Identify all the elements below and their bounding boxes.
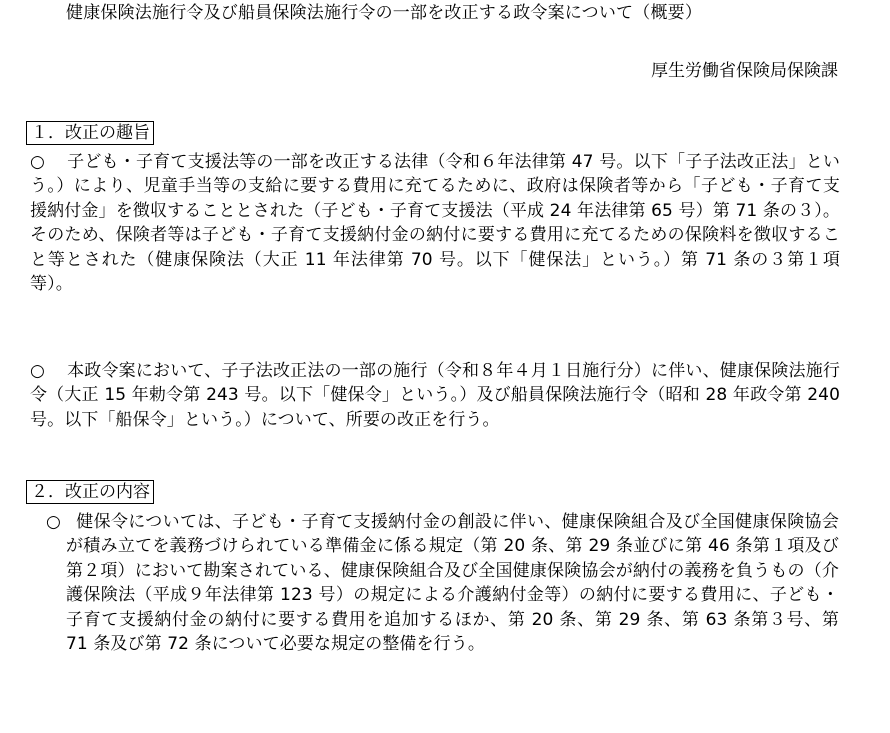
document-title: 健康保険法施行令及び船員保険法施行令の一部を改正する政令案について（概要） xyxy=(66,3,703,23)
section-heading-purpose: １．改正の趣旨 xyxy=(26,121,154,145)
section-heading-content: ２．改正の内容 xyxy=(26,480,154,504)
paragraph-text: 子ども・子育て支援法等の一部を改正する法律（令和６年法律第 47 号。以下「子子法改正法」という。）により、児童手当等の支給に要する費用に充てるために、政府は保険者等から「子ども・子育て支援納付金」を徴収することとされた（子ども・子育て支援法（平成 24 年法律第 65 号）第 71 条の３）。そのため、保険者等は子ども・子育て支援納付金の納付に要する費用に充てるための保険料を徴収すること等とされた（健康保険法（大正 11 年法律第 70 号。以下「健保法」という。）第 71 条の３第１項等）。 xyxy=(30,152,840,295)
content-paragraph-1 xyxy=(46,510,839,656)
purpose-paragraph-2 xyxy=(30,359,840,432)
bullet-circle-icon: ○ xyxy=(30,361,45,381)
department-name: 厚生労働省保険局保険課 xyxy=(651,61,838,81)
paragraph-text: 健保令については、子ども・子育て支援納付金の創設に伴い、健康保険組合及び全国健康保険協会が積み立てを義務づけられている準備金に係る規定（第 20 条、第 29 条並びに第 46 条第１項及び第２項）において勘案されている、健康保険組合及び全国健康保険協会が納付の義務を負うもの（介護保険法（平成９年法律第 123 号）の規定による介護納付金等）の納付に要する費用に、子ども・子育て支援納付金の納付に要する費用を追加するほか、第 20 条、第 29 条、第 63 条第３号、第 71 条及び第 72 条について必要な規定の整備を行う。 xyxy=(66,512,839,655)
paragraph-text: 本政令案において、子子法改正法の一部の施行（令和８年４月１日施行分）に伴い、健康保険法施行令（大正 15 年勅令第 243 号。以下「健保令」という。）及び船員保険法施行令（昭和 28 年政令第 240 号。以下「船保令」という。）について、所要の改正を行う。 xyxy=(30,361,840,430)
purpose-paragraph-1 xyxy=(30,150,840,296)
bullet-circle-icon: ○ xyxy=(46,512,61,532)
bullet-circle-icon: ○ xyxy=(30,152,45,172)
